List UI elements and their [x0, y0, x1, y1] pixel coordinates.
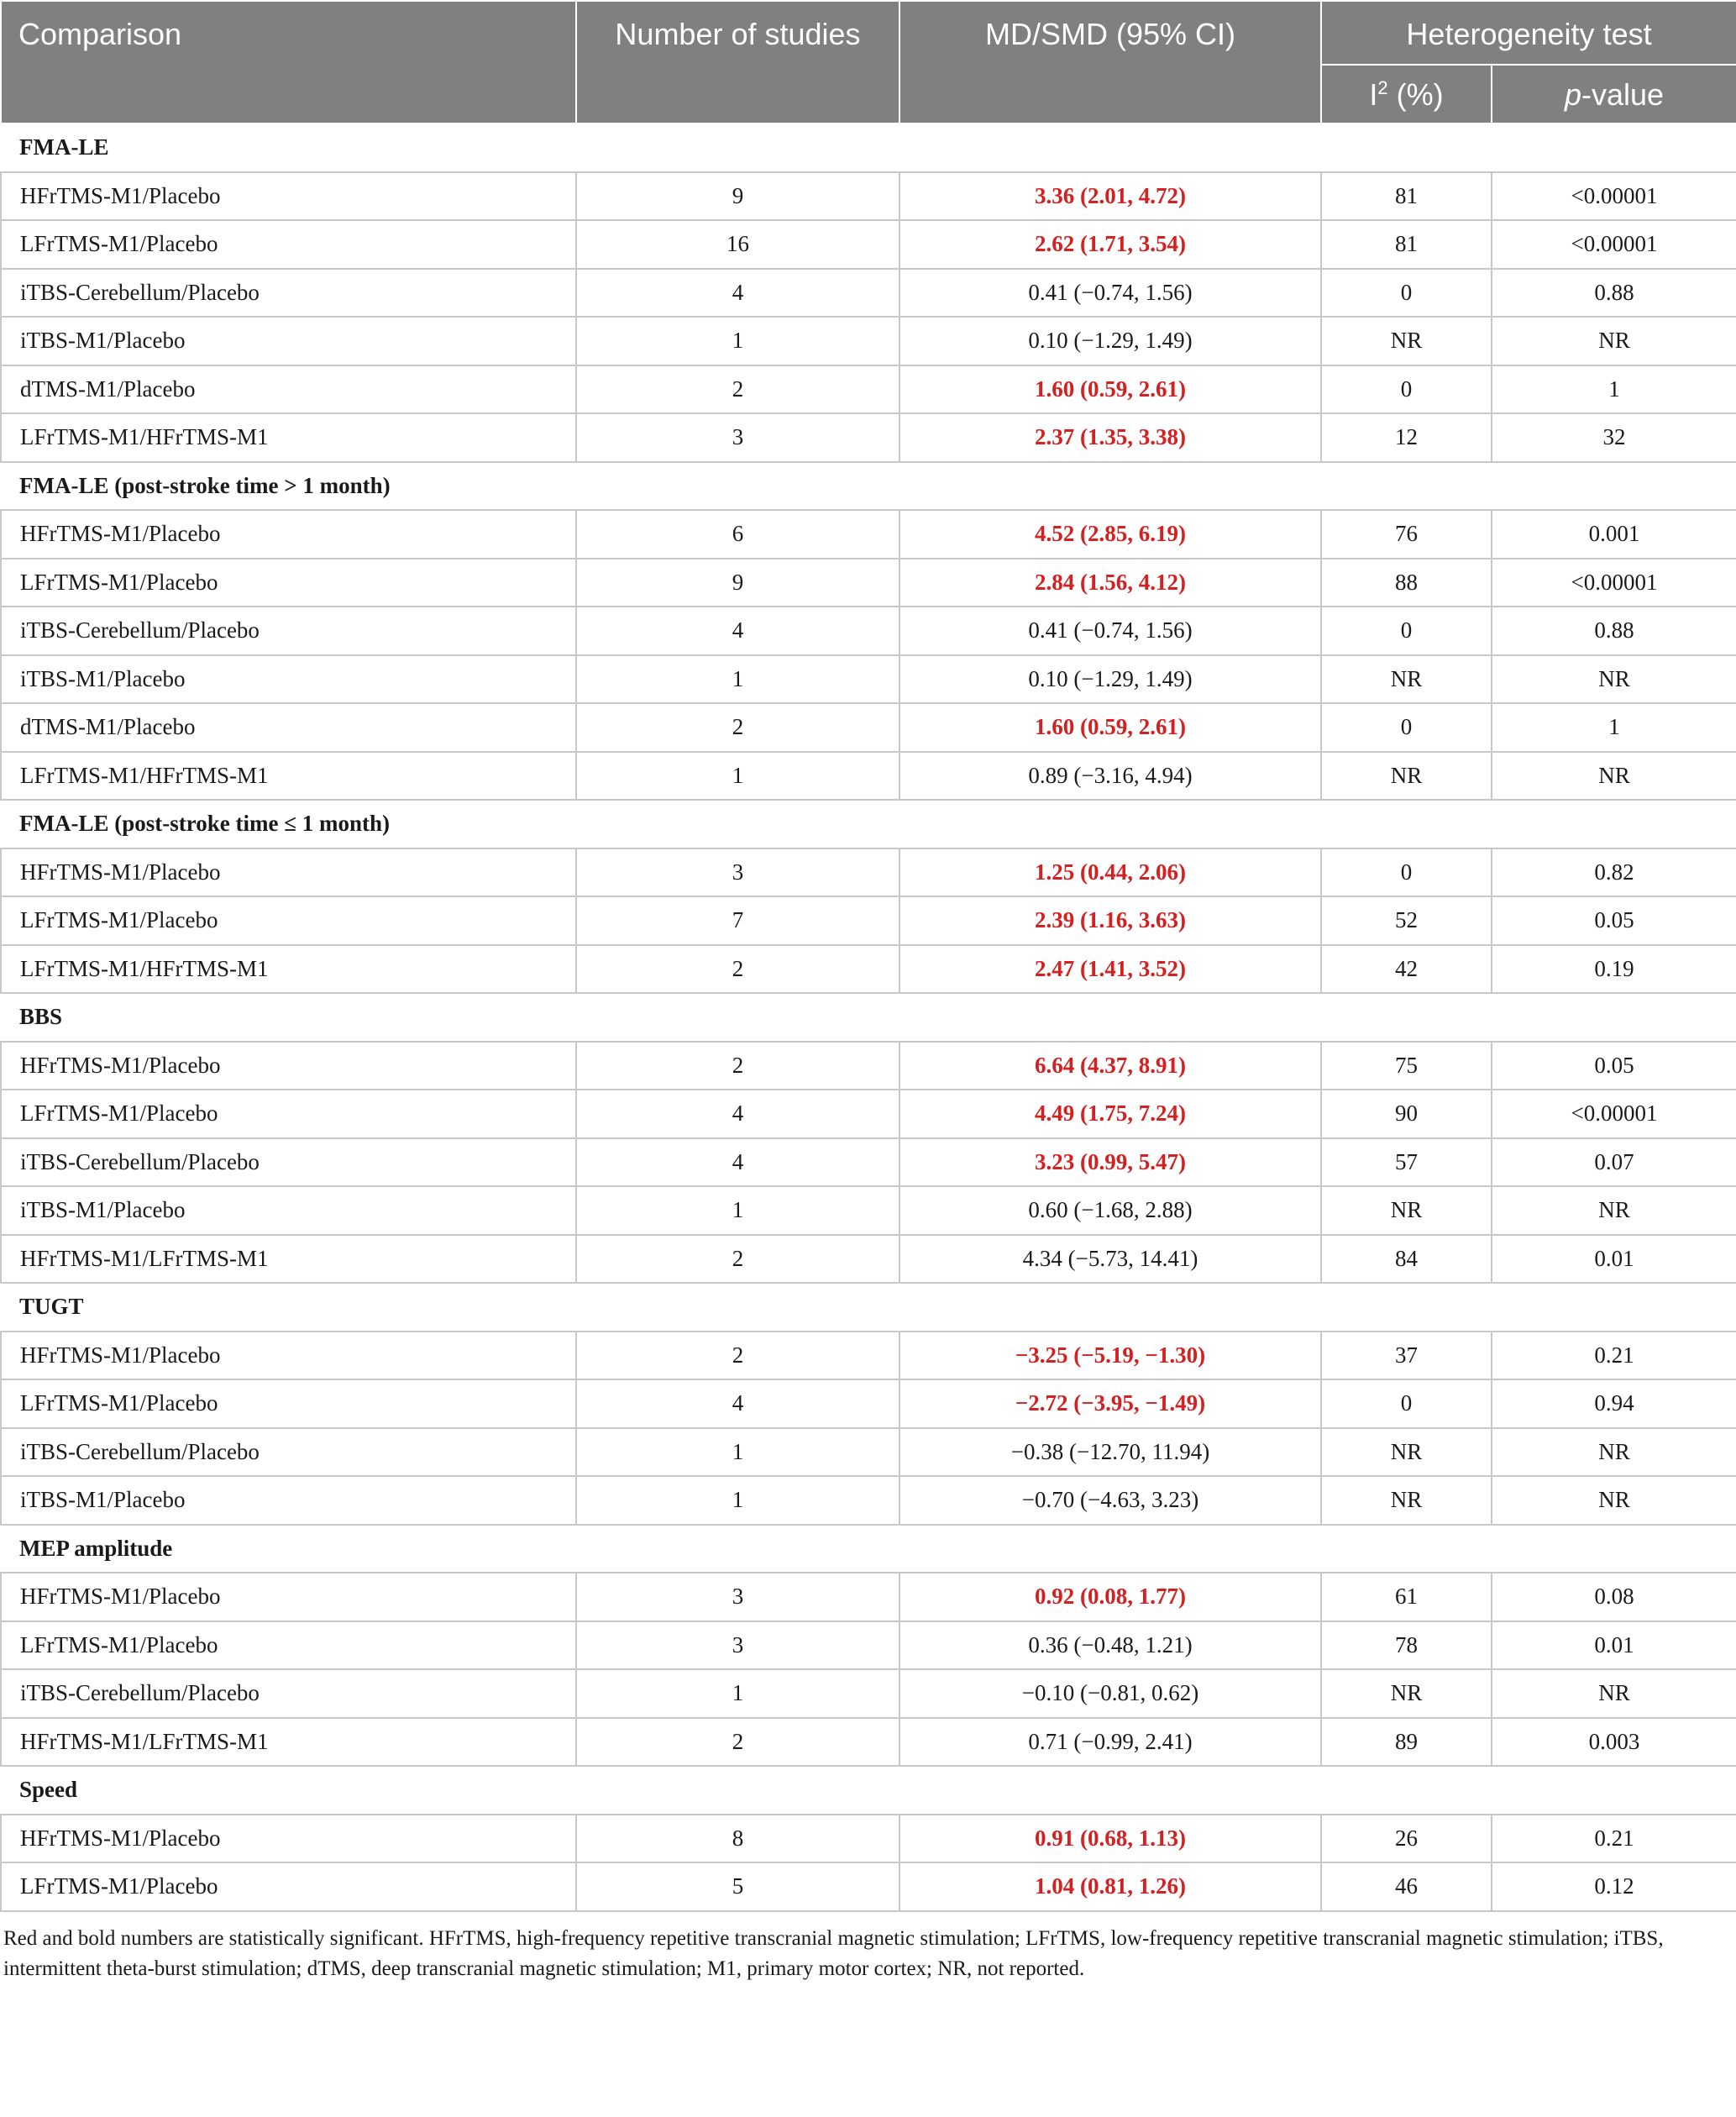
table-row — [1, 220, 1736, 269]
p-value-cell: 0.05 — [1492, 896, 1736, 945]
comparison-cell: LFrTMS-M1/Placebo — [1, 559, 576, 607]
number-of-studies-cell: 4 — [576, 269, 899, 318]
p-value-cell: 0.19 — [1492, 945, 1736, 994]
i2-cell: 81 — [1321, 172, 1492, 221]
section-header-row — [1, 1525, 1736, 1573]
i2-cell: NR — [1321, 1476, 1492, 1525]
table-row — [1, 317, 1736, 365]
comparison-cell: HFrTMS-M1/Placebo — [1, 510, 576, 559]
comparison-cell: HFrTMS-M1/LFrTMS-M1 — [1, 1718, 576, 1767]
comparison-cell: iTBS-M1/Placebo — [1, 317, 576, 365]
i2-cell: 42 — [1321, 945, 1492, 994]
p-value-cell: 0.12 — [1492, 1862, 1736, 1911]
section-title: FMA-LE (post-stroke time > 1 month) — [1, 462, 1736, 511]
md-smd-cell: 0.41 (−0.74, 1.56) — [899, 607, 1321, 655]
number-of-studies-cell: 1 — [576, 752, 899, 801]
comparison-cell: LFrTMS-M1/Placebo — [1, 1621, 576, 1670]
number-of-studies-cell: 4 — [576, 1138, 899, 1187]
md-smd-cell: 2.62 (1.71, 3.54) — [899, 220, 1321, 269]
i2-cell: NR — [1321, 1428, 1492, 1477]
i2-cell: NR — [1321, 655, 1492, 704]
header-heterogeneity-test: Heterogeneity test — [1321, 1, 1736, 65]
number-of-studies-cell: 5 — [576, 1862, 899, 1911]
number-of-studies-cell: 4 — [576, 1379, 899, 1428]
p-value-cell: NR — [1492, 317, 1736, 365]
p-value-cell: <0.00001 — [1492, 220, 1736, 269]
comparison-cell: LFrTMS-M1/Placebo — [1, 896, 576, 945]
comparison-cell: LFrTMS-M1/HFrTMS-M1 — [1, 945, 576, 994]
number-of-studies-cell: 9 — [576, 172, 899, 221]
table-row — [1, 172, 1736, 221]
header-md-smd: MD/SMD (95% CI) — [899, 1, 1321, 123]
number-of-studies-cell: 1 — [576, 317, 899, 365]
p-value-cell: NR — [1492, 752, 1736, 801]
i2-cell: 78 — [1321, 1621, 1492, 1670]
number-of-studies-cell: 1 — [576, 1476, 899, 1525]
header-number-of-studies: Number of studies — [576, 1, 899, 123]
md-smd-cell: −0.70 (−4.63, 3.23) — [899, 1476, 1321, 1525]
comparison-cell: dTMS-M1/Placebo — [1, 703, 576, 752]
i2-cell: 26 — [1321, 1815, 1492, 1863]
table-row — [1, 1862, 1736, 1911]
table-header — [1, 1, 1736, 123]
table-row — [1, 1235, 1736, 1284]
md-smd-cell: 3.23 (0.99, 5.47) — [899, 1138, 1321, 1187]
number-of-studies-cell: 3 — [576, 848, 899, 897]
section-title: FMA-LE — [1, 123, 1736, 172]
table-row — [1, 848, 1736, 897]
comparison-cell: LFrTMS-M1/HFrTMS-M1 — [1, 413, 576, 462]
i2-cell: 0 — [1321, 365, 1492, 414]
table-row — [1, 896, 1736, 945]
md-smd-cell: 4.52 (2.85, 6.19) — [899, 510, 1321, 559]
table-row — [1, 703, 1736, 752]
number-of-studies-cell: 4 — [576, 607, 899, 655]
md-smd-cell: 2.37 (1.35, 3.38) — [899, 413, 1321, 462]
comparison-cell: dTMS-M1/Placebo — [1, 365, 576, 414]
md-smd-cell: 4.49 (1.75, 7.24) — [899, 1090, 1321, 1138]
table-row — [1, 1621, 1736, 1670]
table-row — [1, 655, 1736, 704]
md-smd-cell: 6.64 (4.37, 8.91) — [899, 1042, 1321, 1090]
md-smd-cell: 0.36 (−0.48, 1.21) — [899, 1621, 1321, 1670]
md-smd-cell: 0.92 (0.08, 1.77) — [899, 1573, 1321, 1621]
table-footnote: Red and bold numbers are statistically significant. HFrTMS, high-frequency repetitive transcranial magnetic stimulation; LFrTMS, low-frequency repetitive transcranial magnetic stimulation; iTBS, intermittent theta-burst stimulation; dTMS, deep transcranial magnetic stimulation; M1, primary motor cortex; NR, not reported. — [3, 1926, 1664, 1980]
i2-cell: 57 — [1321, 1138, 1492, 1187]
comparison-cell: LFrTMS-M1/Placebo — [1, 1090, 576, 1138]
number-of-studies-cell: 8 — [576, 1815, 899, 1863]
number-of-studies-cell: 3 — [576, 1573, 899, 1621]
header-i2: $I^2$ (%) — [1321, 65, 1492, 123]
p-value-cell: 0.08 — [1492, 1573, 1736, 1621]
number-of-studies-cell: 2 — [576, 1042, 899, 1090]
number-of-studies-cell: 2 — [576, 1235, 899, 1284]
table-row — [1, 510, 1736, 559]
md-smd-cell: −0.38 (−12.70, 11.94) — [899, 1428, 1321, 1477]
i2-cell: 89 — [1321, 1718, 1492, 1767]
number-of-studies-cell: 2 — [576, 703, 899, 752]
table-row — [1, 413, 1736, 462]
number-of-studies-cell: 16 — [576, 220, 899, 269]
number-of-studies-cell: 1 — [576, 655, 899, 704]
i2-cell: 0 — [1321, 848, 1492, 897]
p-value-cell: <0.00001 — [1492, 1090, 1736, 1138]
comparison-cell: iTBS-Cerebellum/Placebo — [1, 1428, 576, 1477]
p-value-cell: 1 — [1492, 703, 1736, 752]
i2-cell: NR — [1321, 752, 1492, 801]
table-row — [1, 752, 1736, 801]
i2-cell: 61 — [1321, 1573, 1492, 1621]
section-header-row — [1, 462, 1736, 511]
section-title: FMA-LE (post-stroke time ≤ 1 month) — [1, 800, 1736, 848]
comparison-cell: HFrTMS-M1/Placebo — [1, 1042, 576, 1090]
table-body — [1, 123, 1736, 1911]
p-value-cell: NR — [1492, 1669, 1736, 1718]
number-of-studies-cell: 4 — [576, 1090, 899, 1138]
comparison-cell: iTBS-Cerebellum/Placebo — [1, 607, 576, 655]
comparison-cell: iTBS-Cerebellum/Placebo — [1, 1669, 576, 1718]
p-value-cell: 0.88 — [1492, 607, 1736, 655]
p-value-cell: 0.21 — [1492, 1332, 1736, 1380]
i2-cell: 84 — [1321, 1235, 1492, 1284]
i2-cell: 81 — [1321, 220, 1492, 269]
comparison-cell: HFrTMS-M1/Placebo — [1, 172, 576, 221]
i2-cell: 37 — [1321, 1332, 1492, 1380]
section-title: BBS — [1, 993, 1736, 1042]
md-smd-cell: 4.34 (−5.73, 14.41) — [899, 1235, 1321, 1284]
p-value-cell: 0.07 — [1492, 1138, 1736, 1187]
header-comparison: Comparison — [1, 1, 576, 123]
i2-cell: NR — [1321, 1186, 1492, 1235]
number-of-studies-cell: 2 — [576, 1332, 899, 1380]
p-value-cell: 0.05 — [1492, 1042, 1736, 1090]
table-row — [1, 365, 1736, 414]
header-p-value: p-value — [1492, 65, 1736, 123]
i2-cell: NR — [1321, 317, 1492, 365]
comparison-cell: iTBS-Cerebellum/Placebo — [1, 269, 576, 318]
i2-cell: 0 — [1321, 703, 1492, 752]
number-of-studies-cell: 9 — [576, 559, 899, 607]
i2-cell: 88 — [1321, 559, 1492, 607]
table-row — [1, 1379, 1736, 1428]
md-smd-cell: 1.60 (0.59, 2.61) — [899, 365, 1321, 414]
p-value-cell: <0.00001 — [1492, 559, 1736, 607]
p-value-cell: 32 — [1492, 413, 1736, 462]
md-smd-cell: 1.60 (0.59, 2.61) — [899, 703, 1321, 752]
number-of-studies-cell: 2 — [576, 945, 899, 994]
section-title: Speed — [1, 1766, 1736, 1815]
p-value-cell: 0.94 — [1492, 1379, 1736, 1428]
md-smd-cell: 2.47 (1.41, 3.52) — [899, 945, 1321, 994]
number-of-studies-cell: 3 — [576, 1621, 899, 1670]
number-of-studies-cell: 2 — [576, 365, 899, 414]
md-smd-cell: 2.84 (1.56, 4.12) — [899, 559, 1321, 607]
comparison-cell: iTBS-M1/Placebo — [1, 1186, 576, 1235]
table-row — [1, 1332, 1736, 1380]
i2-cell: 46 — [1321, 1862, 1492, 1911]
md-smd-cell: −0.10 (−0.81, 0.62) — [899, 1669, 1321, 1718]
p-value-cell: NR — [1492, 1186, 1736, 1235]
md-smd-cell: 0.60 (−1.68, 2.88) — [899, 1186, 1321, 1235]
i2-cell: 0 — [1321, 607, 1492, 655]
comparison-cell: HFrTMS-M1/Placebo — [1, 848, 576, 897]
i2-cell: NR — [1321, 1669, 1492, 1718]
table-row — [1, 1573, 1736, 1621]
i2-cell: 0 — [1321, 269, 1492, 318]
section-title: TUGT — [1, 1283, 1736, 1332]
comparison-cell: iTBS-Cerebellum/Placebo — [1, 1138, 576, 1187]
table-row — [1, 1428, 1736, 1477]
p-value-cell: 0.001 — [1492, 510, 1736, 559]
p-value-cell: <0.00001 — [1492, 172, 1736, 221]
number-of-studies-cell: 1 — [576, 1186, 899, 1235]
section-header-row — [1, 800, 1736, 848]
number-of-studies-cell: 7 — [576, 896, 899, 945]
md-smd-cell: 0.10 (−1.29, 1.49) — [899, 655, 1321, 704]
table-row — [1, 607, 1736, 655]
comparison-cell: HFrTMS-M1/LFrTMS-M1 — [1, 1235, 576, 1284]
section-header-row — [1, 1766, 1736, 1815]
md-smd-cell: −3.25 (−5.19, −1.30) — [899, 1332, 1321, 1380]
p-value-cell: 0.88 — [1492, 269, 1736, 318]
p-value-cell: 0.003 — [1492, 1718, 1736, 1767]
p-value-cell: 1 — [1492, 365, 1736, 414]
section-header-row — [1, 123, 1736, 172]
p-value-cell: 0.21 — [1492, 1815, 1736, 1863]
table-row — [1, 945, 1736, 994]
number-of-studies-cell: 1 — [576, 1669, 899, 1718]
i2-cell: 12 — [1321, 413, 1492, 462]
p-value-cell: 0.01 — [1492, 1235, 1736, 1284]
comparison-cell: LFrTMS-M1/Placebo — [1, 1862, 576, 1911]
table-row — [1, 1138, 1736, 1187]
table-row — [1, 269, 1736, 318]
i2-cell: 0 — [1321, 1379, 1492, 1428]
comparison-cell: LFrTMS-M1/Placebo — [1, 220, 576, 269]
i2-cell: 76 — [1321, 510, 1492, 559]
table-row — [1, 1476, 1736, 1525]
p-value-cell: 0.01 — [1492, 1621, 1736, 1670]
section-header-row — [1, 1283, 1736, 1332]
i2-cell: 75 — [1321, 1042, 1492, 1090]
i2-cell: 52 — [1321, 896, 1492, 945]
table-row — [1, 1090, 1736, 1138]
md-smd-cell: 3.36 (2.01, 4.72) — [899, 172, 1321, 221]
md-smd-cell: 0.71 (−0.99, 2.41) — [899, 1718, 1321, 1767]
section-header-row — [1, 993, 1736, 1042]
table-row — [1, 559, 1736, 607]
md-smd-cell: 0.89 (−3.16, 4.94) — [899, 752, 1321, 801]
md-smd-cell: 0.41 (−0.74, 1.56) — [899, 269, 1321, 318]
comparison-cell: HFrTMS-M1/Placebo — [1, 1573, 576, 1621]
table-row — [1, 1042, 1736, 1090]
md-smd-cell: 1.04 (0.81, 1.26) — [899, 1862, 1321, 1911]
comparison-cell: iTBS-M1/Placebo — [1, 655, 576, 704]
comparison-cell: HFrTMS-M1/Placebo — [1, 1332, 576, 1380]
md-smd-cell: 0.10 (−1.29, 1.49) — [899, 317, 1321, 365]
number-of-studies-cell: 3 — [576, 413, 899, 462]
number-of-studies-cell: 1 — [576, 1428, 899, 1477]
i2-cell: 90 — [1321, 1090, 1492, 1138]
p-value-cell: NR — [1492, 1428, 1736, 1477]
table-row — [1, 1669, 1736, 1718]
md-smd-cell: 2.39 (1.16, 3.63) — [899, 896, 1321, 945]
p-value-cell: 0.82 — [1492, 848, 1736, 897]
number-of-studies-cell: 6 — [576, 510, 899, 559]
comparison-cell: iTBS-M1/Placebo — [1, 1476, 576, 1525]
number-of-studies-cell: 2 — [576, 1718, 899, 1767]
comparison-cell: LFrTMS-M1/Placebo — [1, 1379, 576, 1428]
comparison-cell: LFrTMS-M1/HFrTMS-M1 — [1, 752, 576, 801]
p-value-cell: NR — [1492, 655, 1736, 704]
md-smd-cell: 0.91 (0.68, 1.13) — [899, 1815, 1321, 1863]
p-value-cell: NR — [1492, 1476, 1736, 1525]
table-row — [1, 1186, 1736, 1235]
comparison-cell: HFrTMS-M1/Placebo — [1, 1815, 576, 1863]
md-smd-cell: 1.25 (0.44, 2.06) — [899, 848, 1321, 897]
table-row — [1, 1718, 1736, 1767]
section-title: MEP amplitude — [1, 1525, 1736, 1573]
md-smd-cell: −2.72 (−3.95, −1.49) — [899, 1379, 1321, 1428]
table-row — [1, 1815, 1736, 1863]
